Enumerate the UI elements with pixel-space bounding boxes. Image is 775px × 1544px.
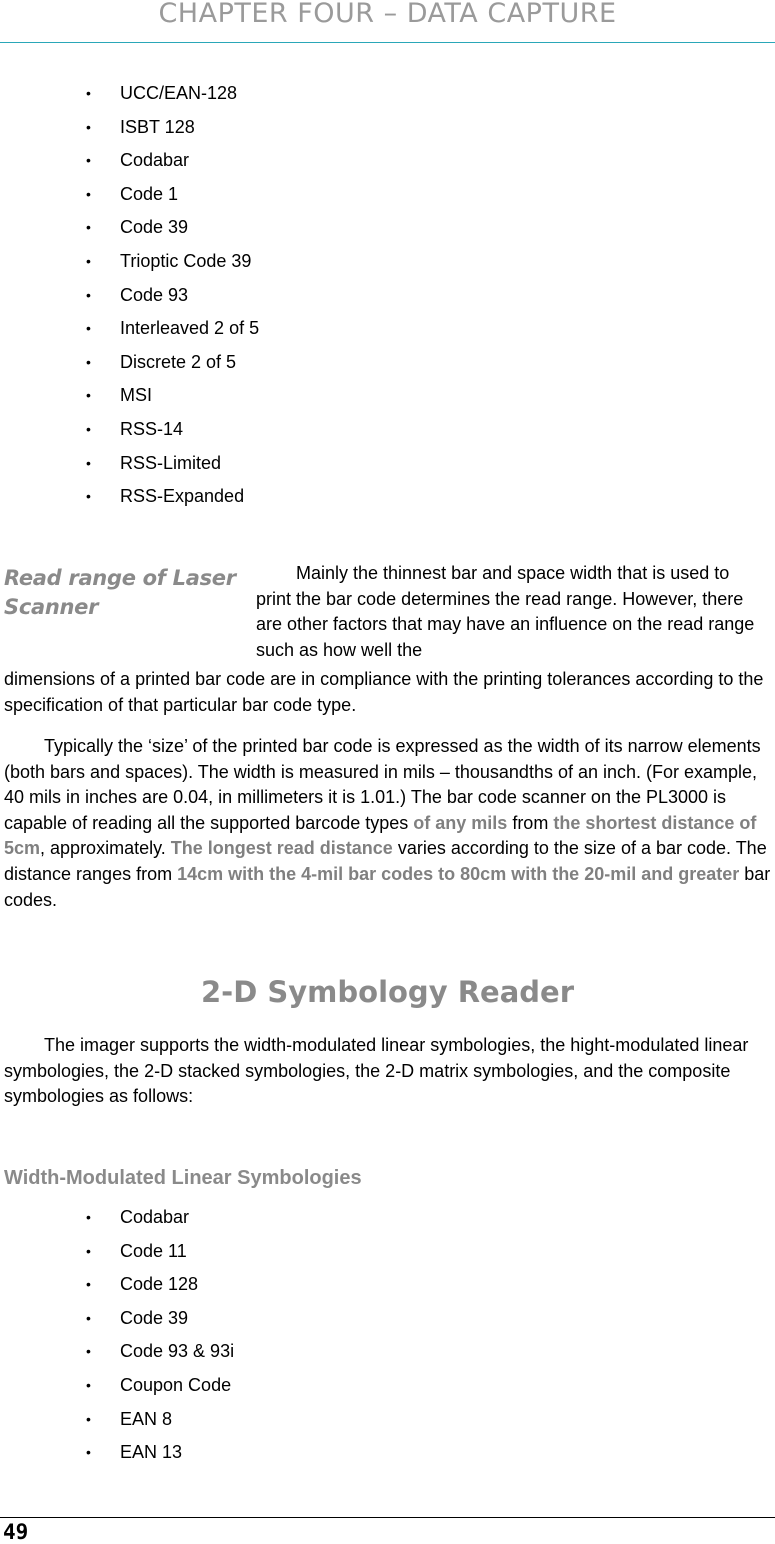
page-number: 49 — [3, 1520, 29, 1544]
bullet-icon: • — [86, 1209, 91, 1225]
page-header — [0, 0, 775, 43]
bullet-icon: • — [86, 488, 91, 505]
bullet-icon: • — [86, 320, 91, 337]
list-item: • Code 1 — [86, 183, 179, 204]
bullet-icon: • — [86, 387, 91, 404]
list-item: • Code 39 — [86, 1307, 189, 1328]
list-item: • EAN 8 — [86, 1408, 173, 1429]
list-item: • RSS-14 — [86, 418, 184, 439]
highlight-distance-range: 14cm with the 4-mil bar codes to 80cm with the 20-mil and greater — [177, 863, 740, 884]
list-item: • Code 128 — [86, 1274, 199, 1295]
highlight-longest-distance: The longest read distance — [170, 838, 393, 859]
section-title: 2-D Symbology Reader — [201, 975, 574, 1009]
bullet-icon: • — [86, 1276, 91, 1293]
read-range-paragraph-top: Mainly the thinnest bar and space width that is used to print the bar code determines the read range. However, there are other factors that may have an influence on the read range such as how well the — [256, 563, 755, 660]
bullet-icon: • — [86, 152, 91, 169]
highlight-any-mils: of any mils — [413, 812, 508, 833]
list-item: • Discrete 2 of 5 — [86, 351, 237, 372]
bullet-icon: • — [86, 1343, 91, 1360]
bullet-icon: • — [86, 219, 91, 236]
list-item: • Codabar — [86, 1207, 190, 1227]
bullet-icon: • — [86, 1410, 91, 1427]
list-item: • Interleaved 2 of 5 — [86, 318, 260, 339]
bullet-icon: • — [86, 1376, 91, 1393]
list-item: • RSS-Expanded — [86, 486, 245, 507]
list-item: • Code 93 & 93i — [86, 1341, 235, 1362]
list-item: • Codabar — [86, 150, 190, 171]
list-item: • MSI — [86, 385, 153, 406]
list-item: • Code 39 — [86, 217, 189, 238]
list-item: • ISBT 128 — [86, 116, 195, 137]
list-item: • Code 93 — [86, 284, 189, 305]
supported-symbologies-list — [0, 83, 259, 520]
bullet-icon: • — [86, 353, 91, 370]
bullet-icon: • — [86, 286, 91, 303]
section-intro-paragraph: The imager supports the width-modulated linear symbologies, the hight-modulated linear symbologies, the 2-D stacked symbologies, the 2-D matrix symbologies, and the composite symbologies as follows: — [4, 1035, 749, 1107]
highlight-shortest-distance: the shortest distance of 5cm — [4, 812, 757, 859]
bullet-icon: • — [86, 118, 91, 135]
list-item: • Code 11 — [86, 1240, 187, 1261]
bullet-icon: • — [86, 252, 91, 269]
bullet-icon: • — [86, 85, 91, 101]
list-item: • Coupon Code — [86, 1374, 232, 1395]
read-range-paragraph-continued: dimensions of a printed bar code are in compliance with the printing tolerances according to the specification of that particular bar code type. — [4, 669, 764, 715]
bullet-icon: • — [86, 454, 91, 471]
page-footer — [0, 1517, 775, 1543]
list-item: • UCC/EAN-128 — [86, 83, 238, 103]
width-modulated-symbologies-list — [0, 1207, 234, 1476]
chapter-title: CHAPTER FOUR – DATA CAPTURE — [158, 0, 617, 29]
list-item: • EAN 13 — [86, 1442, 183, 1463]
read-range-heading: Read range of Laser Scanner — [4, 566, 236, 619]
bullet-icon: • — [86, 420, 91, 437]
subsection-title: Width-Modulated Linear Symbologies — [4, 1167, 362, 1189]
mils-paragraph: Typically the ‘size’ of the printed bar code is expressed as the width of its narrow elements (both bars and spaces). The width is measured in mils – thousandths of an inch. (For example, 40 mils in inches are 0.04, in millimeters it is 1.01.) The bar code scanner on the PL3000 is capable of reading all the supported barcode types of any mils from the shortest distance of 5cm, approximately. The longest read distance varies according to the size of a bar code. The distance ranges from 14cm with the 4-mil bar codes to 80cm with the 20-mil and greater bar codes. — [4, 736, 771, 910]
list-item: • RSS-Limited — [86, 452, 222, 473]
bullet-icon: • — [86, 1242, 91, 1259]
bullet-icon: • — [86, 1444, 91, 1461]
bullet-icon: • — [86, 1309, 91, 1326]
list-item: • Trioptic Code 39 — [86, 250, 252, 271]
bullet-icon: • — [86, 185, 91, 202]
